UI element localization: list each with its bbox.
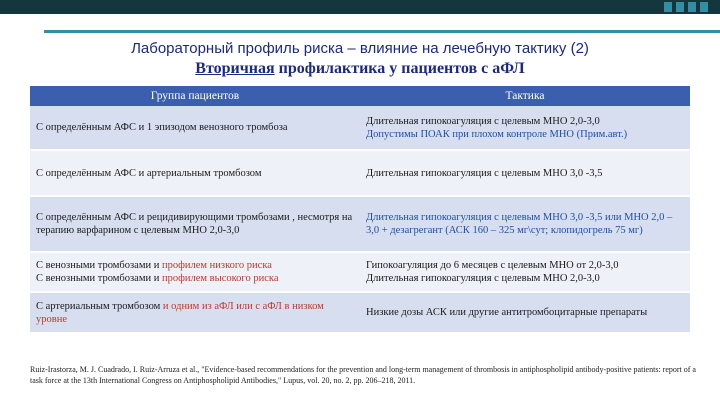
cell-group	[30, 252, 360, 292]
recommendations-table	[30, 86, 690, 332]
slide-title: Лабораторный профиль риска – влияние на лечебную тактику (2)	[131, 40, 589, 57]
table-row	[30, 150, 690, 196]
header-tactic: Тактика	[360, 86, 690, 106]
table-row	[30, 292, 690, 332]
table-header-row	[30, 86, 690, 106]
title-accent-line	[44, 30, 720, 33]
risk-highlight: профилем низкого риска	[161, 260, 272, 271]
decor-square	[676, 2, 684, 12]
reference-citation: Ruiz-Irastorza, M. J. Cuadrado, I. Ruiz-Arruza et al., "Evidence-based recommendations for the prevention and long-term management of thrombosis in antiphospholipid antibody-positive patients: report of a task force at the 13th International Congress on Antiphospholipid Antibodies," Lupus, vol. 20, no. 2, pp. 206–218, 2011.	[30, 365, 696, 385]
tactic-line: Длительная гипокоагуляция с целевым МНО 2,0-3,0	[366, 273, 600, 284]
decor-square	[700, 2, 708, 12]
subtitle-underlined: Вторичная	[195, 60, 275, 77]
cell-tactic: Длительная гипокоагуляция с целевым МНО 3,0 -3,5 или МНО 2,0 – 3,0 + дезагрегант (АСК 160 – 325 мг\сут; клопидогрель 75 мг)	[360, 196, 690, 252]
cell-group: С определённым АФС и рецидивирующими тромбозами , несмотря на терапию варфарином с целевым МНО 2,0-3,0	[30, 196, 360, 252]
cell-tactic: Длительная гипокоагуляция с целевым МНО 3,0 -3,5	[360, 150, 690, 196]
header-patient-group: Группа пациентов	[30, 86, 360, 106]
tactic-note: Допустимы ПОАК при плохом контроле МНО (Прим.авт.)	[366, 128, 628, 140]
decor-square	[688, 2, 696, 12]
tactic-line: Длительная гипокоагуляция с целевым МНО 2,0-3,0	[366, 115, 600, 127]
table-row	[30, 106, 690, 150]
decor-square	[664, 2, 672, 12]
cell-tactic	[360, 252, 690, 292]
table-row	[30, 196, 690, 252]
cell-group: С определённым АФС и артериальным тромбозом	[30, 150, 360, 196]
group-text: С артериальным тромбозом	[36, 300, 163, 312]
cell-tactic: Низкие дозы АСК или другие антитромбоцитарные препараты	[360, 292, 690, 332]
group-text: С венозными тромбозами и	[36, 260, 162, 271]
table-row	[30, 252, 690, 292]
top-decor-bar	[0, 0, 720, 14]
risk-highlight: и одним из аФЛ или с аФЛ в низком уровне	[36, 300, 324, 325]
group-line	[36, 259, 354, 272]
tactic-line: Гипокоагуляция до 6 месяцев с целевым МНО от 2,0-3,0	[366, 260, 619, 271]
group-line	[36, 272, 354, 285]
subtitle-rest: профилактика у пациентов с аФЛ	[274, 60, 525, 77]
cell-group: С определённым АФС и 1 эпизодом венозного тромбоза	[30, 106, 360, 150]
cell-group	[30, 292, 360, 332]
group-text: С венозными тромбозами и	[36, 273, 162, 284]
slide-subtitle	[0, 60, 720, 78]
cell-tactic	[360, 106, 690, 150]
risk-highlight: профилем высокого риска	[161, 273, 279, 284]
